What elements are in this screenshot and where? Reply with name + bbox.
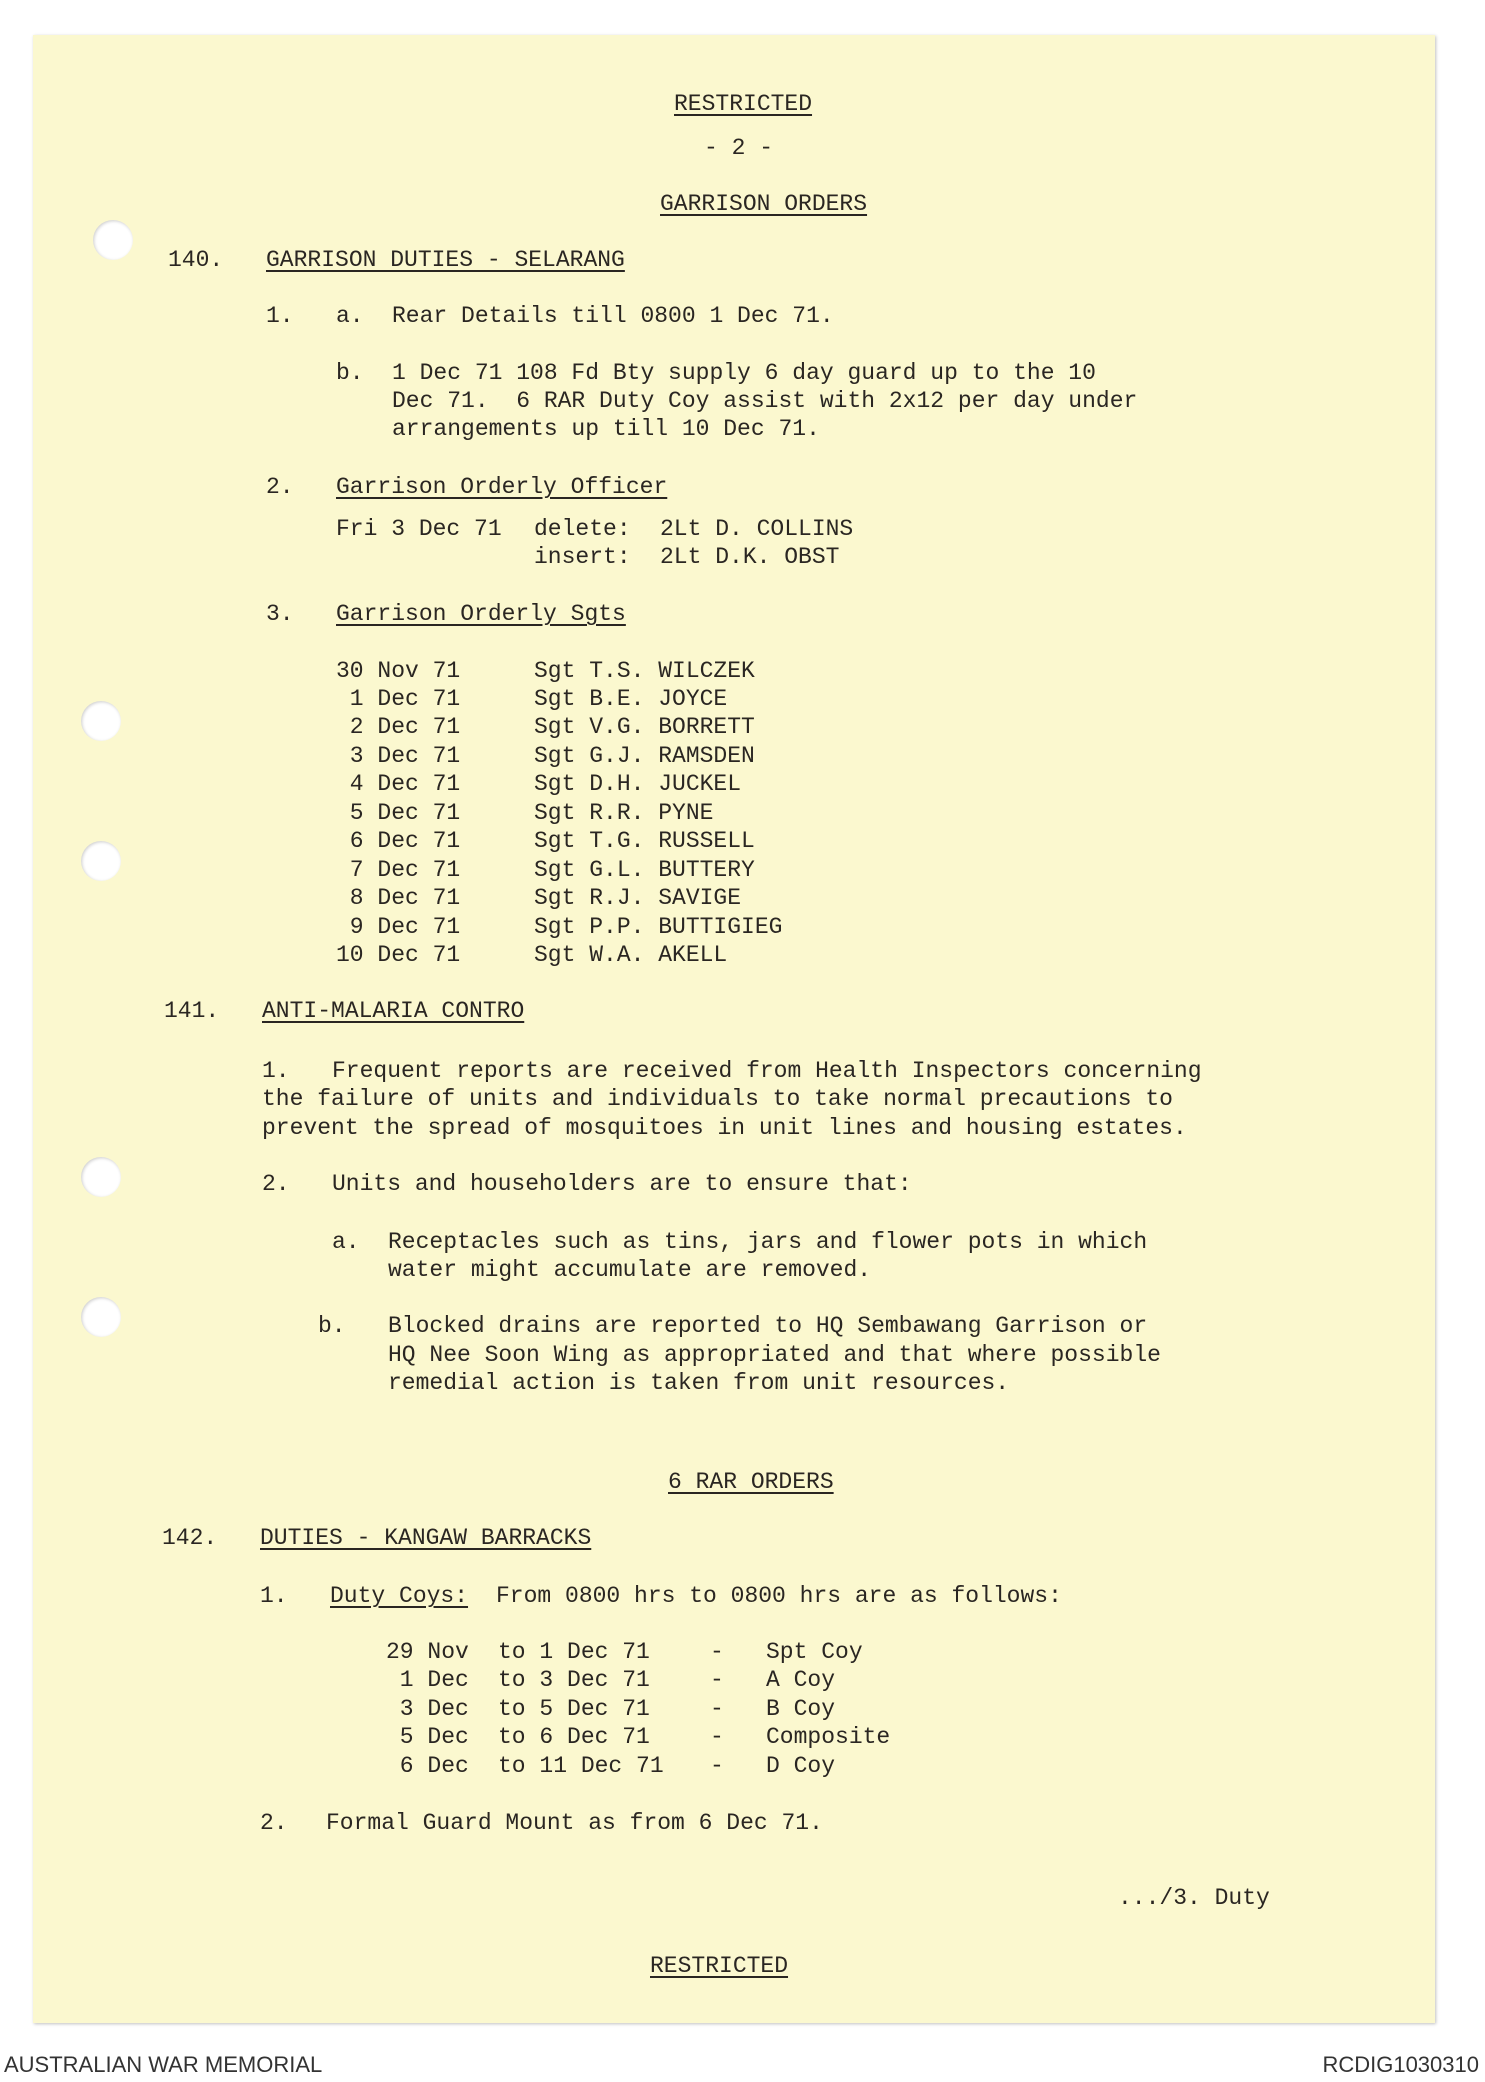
para-text-line: prevent the spread of mosquitoes in unit lines and housing estates. (262, 1115, 1187, 1141)
duty-coys-label: Duty Coys: (330, 1583, 469, 1609)
sub-para-number: 2. (260, 1810, 288, 1836)
roster-coy: B Coy (766, 1696, 836, 1722)
item-text-line: water might accumulate are removed. (388, 1257, 872, 1283)
roster-name: Sgt G.L. BUTTERY (534, 857, 755, 883)
roster-from: 6 Dec (386, 1753, 469, 1779)
roster-name: Sgt G.J. RAMSDEN (534, 743, 755, 769)
roster-name: Sgt R.J. SAVIGE (534, 885, 742, 911)
roster-from: 1 Dec (386, 1667, 469, 1693)
roster-date: 8 Dec 71 (336, 885, 461, 911)
subheading-orderly-sgts: Garrison Orderly Sgts (336, 601, 626, 627)
roster-date: 7 Dec 71 (336, 857, 461, 883)
para-text-line: the failure of units and individuals to take normal precautions to (262, 1086, 1173, 1112)
sub-para-number: 2. (266, 474, 294, 500)
sub-para-number: 1. (260, 1583, 288, 1609)
para-number-141: 141. (164, 998, 220, 1024)
roster-date: 6 Dec 71 (336, 828, 461, 854)
roster-dash: - (710, 1639, 724, 1665)
roster-coy: Spt Coy (766, 1639, 863, 1665)
punch-hole (93, 220, 133, 260)
roster-dash: - (710, 1667, 724, 1693)
roster-from: 3 Dec (386, 1696, 469, 1722)
delete-name: 2Lt D. COLLINS (660, 516, 854, 542)
punch-hole (81, 701, 121, 741)
roster-to: to 6 Dec 71 (498, 1724, 650, 1750)
item-text-line: 1 Dec 71 108 Fd Bty supply 6 day guard up to the 10 (392, 360, 1096, 386)
section-title-6-rar-orders: 6 RAR ORDERS (668, 1469, 834, 1495)
para-text: Formal Guard Mount as from 6 Dec 71. (326, 1810, 823, 1836)
roster-date: 2 Dec 71 (336, 714, 461, 740)
para-text-line: Frequent reports are received from Health Inspectors concerning (332, 1058, 1202, 1084)
roster-name: Sgt V.G. BORRETT (534, 714, 755, 740)
roster-date: 5 Dec 71 (336, 800, 461, 826)
insert-name: 2Lt D.K. OBST (660, 544, 840, 570)
roster-dash: - (710, 1753, 724, 1779)
roster-date: 10 Dec 71 (336, 942, 461, 968)
item-label: b. (318, 1313, 346, 1339)
roster-dash: - (710, 1696, 724, 1722)
roster-date: 3 Dec 71 (336, 743, 461, 769)
roster-name: Sgt R.R. PYNE (534, 800, 714, 826)
para-number-140: 140. (168, 247, 224, 273)
roster-to: to 3 Dec 71 (498, 1667, 650, 1693)
item-label: b. (336, 360, 364, 386)
roster-date: 30 Nov 71 (336, 658, 461, 684)
subheading-orderly-officer: Garrison Orderly Officer (336, 474, 668, 500)
item-text-line: Receptacles such as tins, jars and flower pots in which (388, 1229, 1148, 1255)
roster-name: Sgt P.P. BUTTIGIEG (534, 914, 783, 940)
roster-name: Sgt B.E. JOYCE (534, 686, 728, 712)
sub-para-number: 1. (266, 303, 294, 329)
roster-name: Sgt W.A. AKELL (534, 942, 728, 968)
punch-hole (81, 1157, 121, 1197)
item-text-line: arrangements up till 10 Dec 71. (392, 416, 820, 442)
page-number: - 2 - (704, 135, 774, 161)
roster-to: to 11 Dec 71 (498, 1753, 664, 1779)
para-text: Units and householders are to ensure that: (332, 1171, 912, 1197)
punch-hole (81, 841, 121, 881)
insert-label: insert: (534, 544, 631, 570)
roster-to: to 5 Dec 71 (498, 1696, 650, 1722)
archive-caption-left: AUSTRALIAN WAR MEMORIAL (4, 2052, 323, 2077)
document-page (33, 35, 1435, 2023)
roster-date: 4 Dec 71 (336, 771, 461, 797)
heading-duties-kangaw: DUTIES - KANGAW BARRACKS (260, 1525, 592, 1551)
para-number-142: 142. (162, 1525, 218, 1551)
item-text: Rear Details till 0800 1 Dec 71. (392, 303, 834, 329)
heading-garrison-duties: GARRISON DUTIES - SELARANG (266, 247, 625, 273)
item-text-line: remedial action is taken from unit resources. (388, 1370, 1010, 1396)
item-label: a. (336, 303, 364, 329)
classification-header: RESTRICTED (674, 91, 813, 117)
roster-name: Sgt T.S. WILCZEK (534, 658, 755, 684)
continuation-note: .../3. Duty (1118, 1885, 1270, 1911)
sub-para-number: 1. (262, 1058, 290, 1084)
roster-name: Sgt T.G. RUSSELL (534, 828, 755, 854)
item-text-line: Blocked drains are reported to HQ Sembawang Garrison or (388, 1313, 1148, 1339)
item-text-line: HQ Nee Soon Wing as appropriated and that where possible (388, 1342, 1161, 1368)
item-label: a. (332, 1229, 360, 1255)
para-text: From 0800 hrs to 0800 hrs are as follows: (496, 1583, 1062, 1609)
heading-anti-malaria: ANTI-MALARIA CONTRO (262, 998, 525, 1024)
officer-date: Fri 3 Dec 71 (336, 516, 502, 542)
roster-name: Sgt D.H. JUCKEL (534, 771, 742, 797)
roster-from: 29 Nov (386, 1639, 469, 1665)
roster-coy: A Coy (766, 1667, 836, 1693)
delete-label: delete: (534, 516, 631, 542)
classification-footer: RESTRICTED (650, 1953, 789, 1979)
roster-dash: - (710, 1724, 724, 1750)
roster-to: to 1 Dec 71 (498, 1639, 650, 1665)
item-text-line: Dec 71. 6 RAR Duty Coy assist with 2x12 per day under (392, 388, 1138, 414)
section-title-garrison-orders: GARRISON ORDERS (660, 191, 868, 217)
sub-para-number: 2. (262, 1171, 290, 1197)
roster-date: 1 Dec 71 (336, 686, 461, 712)
roster-coy: Composite (766, 1724, 891, 1750)
sub-para-number: 3. (266, 601, 294, 627)
punch-hole (81, 1297, 121, 1337)
roster-coy: D Coy (766, 1753, 836, 1779)
roster-date: 9 Dec 71 (336, 914, 461, 940)
roster-from: 5 Dec (386, 1724, 469, 1750)
archive-caption-right: RCDIG1030310 (1322, 2052, 1479, 2077)
